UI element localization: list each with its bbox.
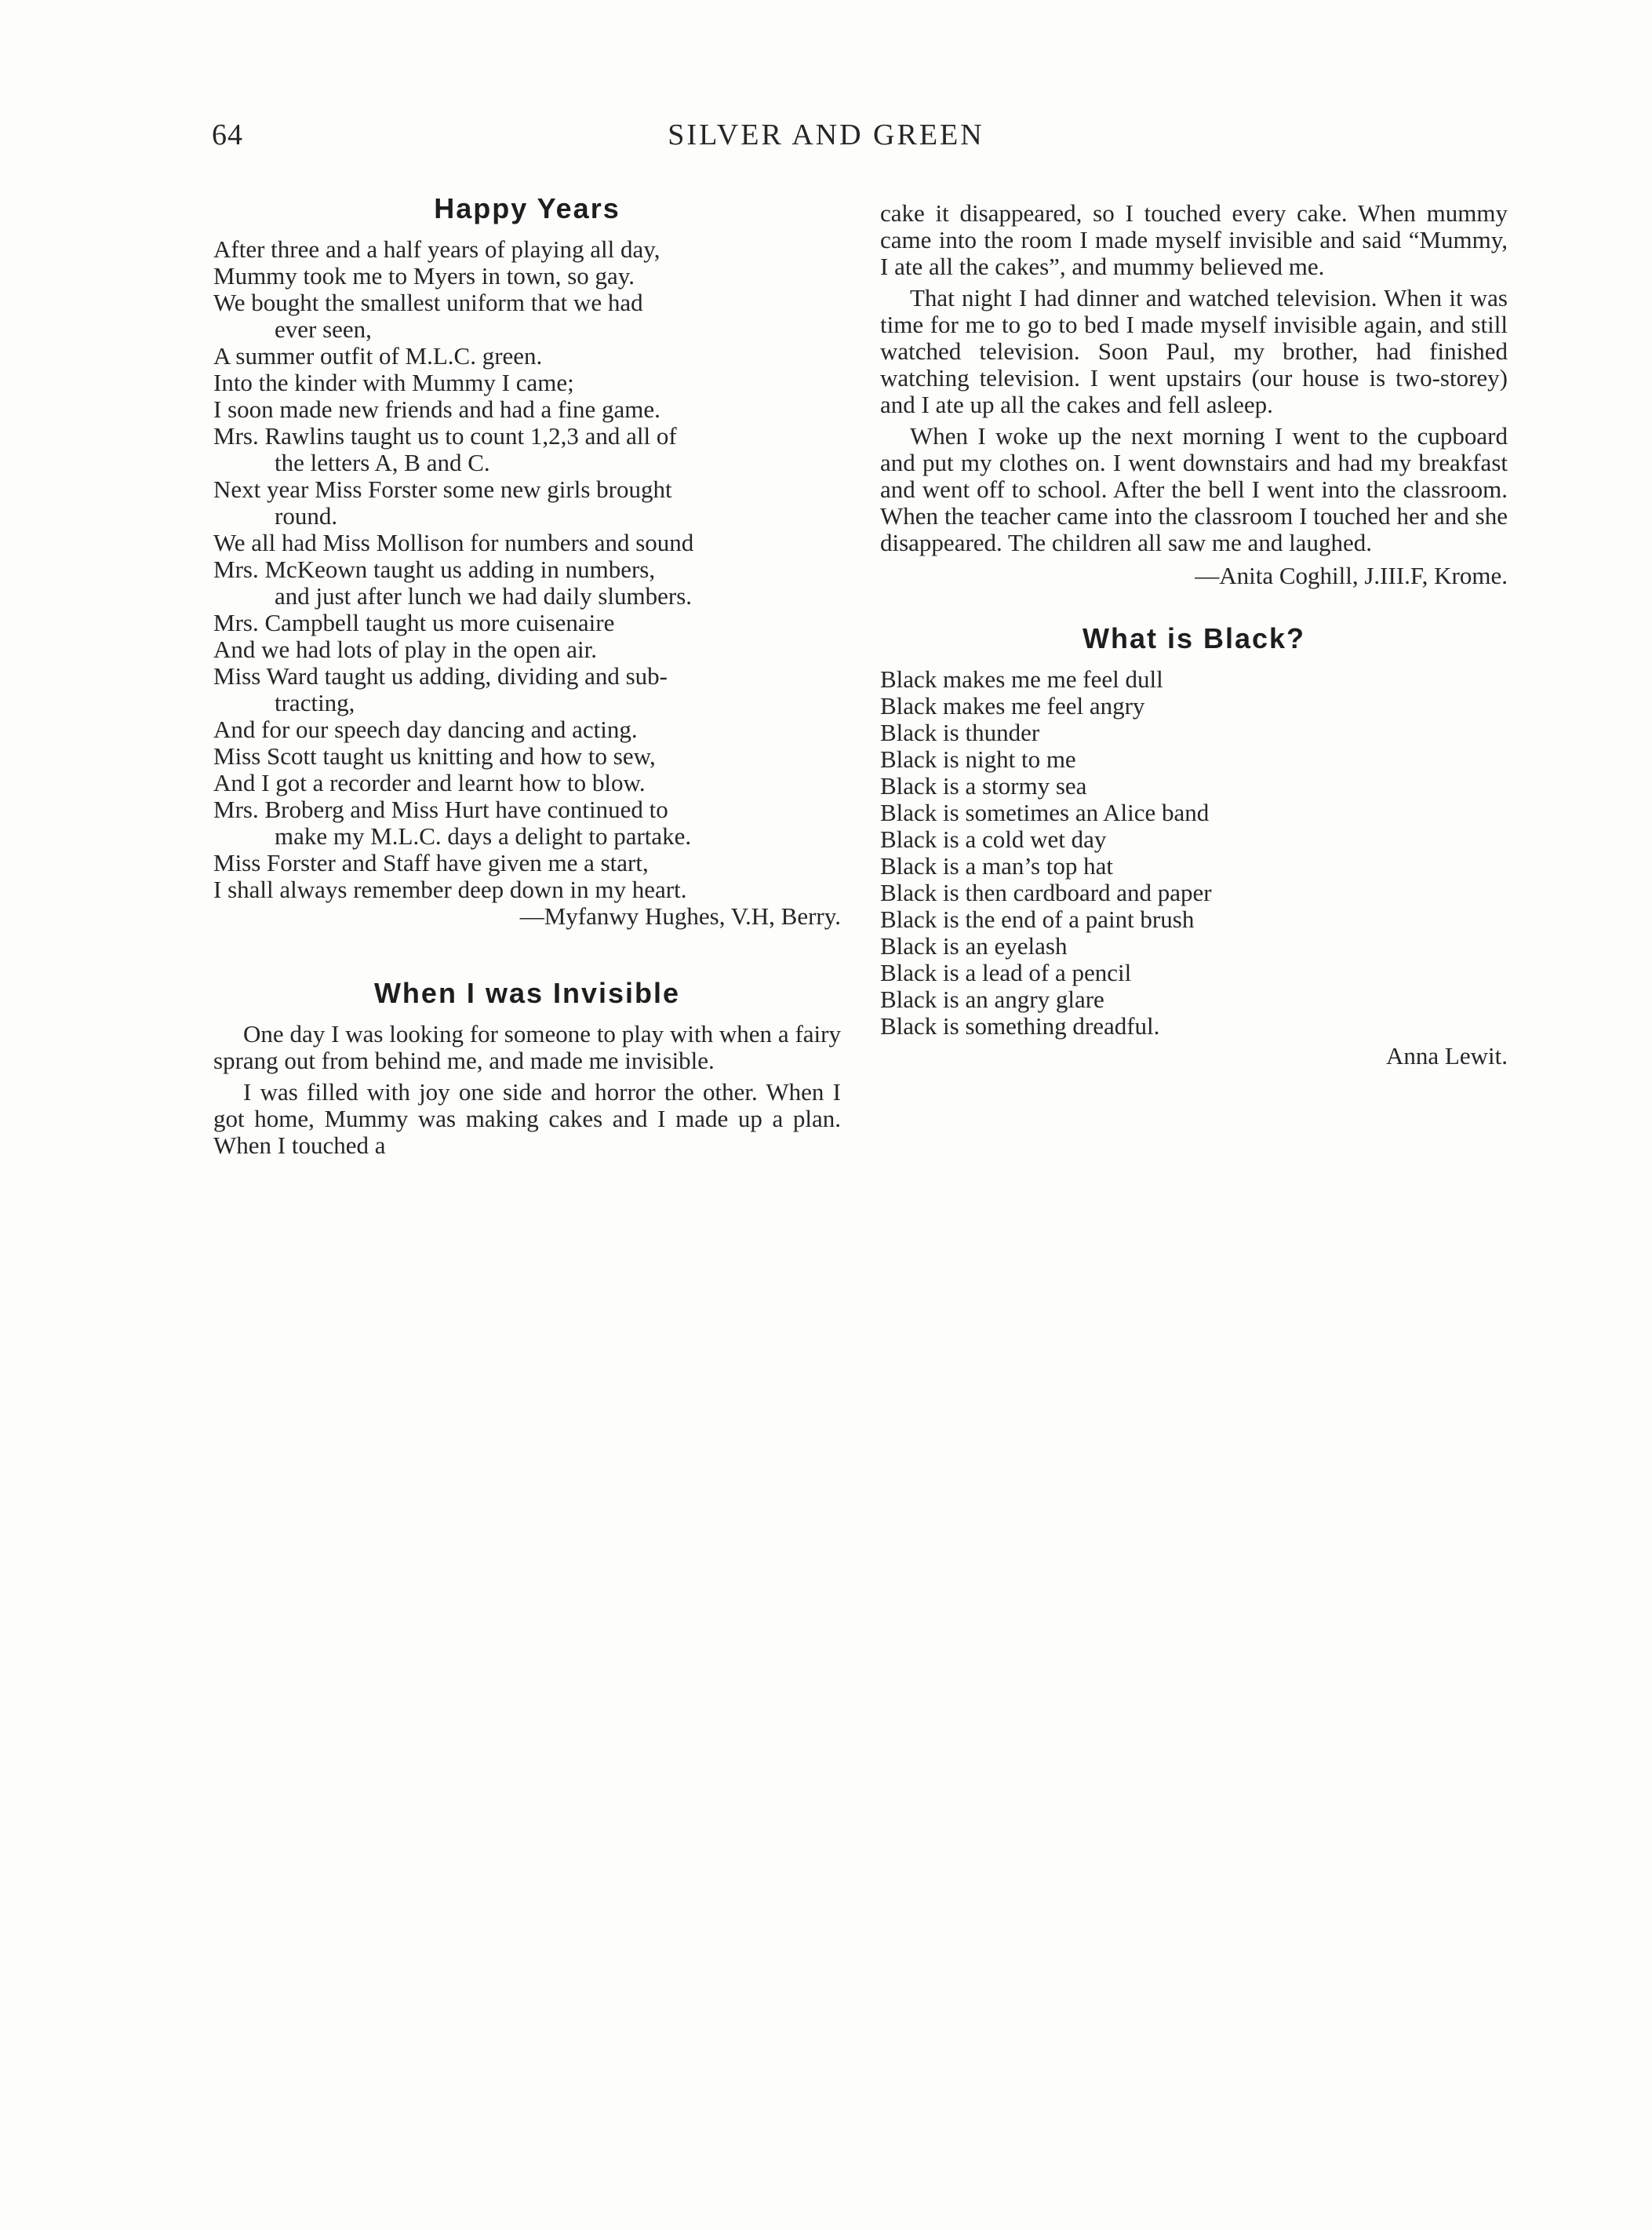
poem-line: Mrs. Campbell taught us more cuisenaire — [213, 609, 615, 636]
poem-line: Black is the end of a paint brush — [880, 905, 1195, 933]
poem-line: Black is an eyelash — [880, 932, 1068, 960]
poem-line: Mrs. McKeown taught us adding in numbers, — [213, 556, 656, 583]
poem-line: Black is a man’s top hat — [880, 852, 1114, 880]
poem-line: And for our speech day dancing and acting. — [213, 716, 638, 743]
poem-line: I shall always remember deep down in my heart. — [213, 876, 687, 903]
happy-years-attribution: —Myfanwy Hughes, V.H, Berry. — [519, 902, 841, 930]
what-is-black-attribution: Anna Lewit. — [1386, 1042, 1508, 1069]
poem-line: Mummy took me to Myers in town, so gay. — [213, 262, 635, 290]
poem-line: Black makes me me feel dull — [880, 665, 1163, 693]
what-is-black-title: What is Black? — [1082, 622, 1306, 654]
poem-line: Black makes me feel angry — [880, 692, 1145, 720]
poem-line: We bought the smallest uniform that we had — [213, 289, 643, 316]
poem-line: round. — [275, 502, 338, 530]
poem-line: We all had Miss Mollison for numbers and sound — [213, 529, 694, 556]
invisible-attribution: —Anita Coghill, J.III.F, Krome. — [1195, 562, 1508, 589]
poem-line: Miss Ward taught us adding, dividing and sub- — [213, 662, 668, 690]
what-is-black-poem — [880, 666, 1508, 1040]
poem-line: I soon made new friends and had a fine game. — [213, 395, 660, 423]
happy-years-title: Happy Years — [434, 192, 620, 224]
poem-line: Black is night to me — [880, 745, 1076, 773]
page-number: 64 — [212, 118, 243, 151]
poem-line: tracting, — [275, 689, 355, 716]
invisible-continued-paragraph: When I woke up the next morning I went to the cupboard and put my clothes on. I went downstairs and had my breakfast and went off to school. After the bell I went into the classroom. When the teacher came into the classroom I touched her and she disappeared. The children all saw me and laughed. — [880, 422, 1508, 556]
poem-line: Black is then cardboard and paper — [880, 879, 1212, 906]
poem-line: Into the kinder with Mummy I came; — [213, 369, 574, 396]
poem-line: And we had lots of play in the open air. — [213, 636, 598, 663]
poem-line: make my M.L.C. days a delight to partake. — [275, 822, 692, 850]
poem-line: After three and a half years of playing all day, — [213, 235, 660, 263]
poem-line: A summer outfit of M.L.C. green. — [213, 342, 543, 370]
poem-line: Black is a lead of a pencil — [880, 959, 1132, 986]
right-column — [880, 200, 1508, 1069]
poem-line: Mrs. Broberg and Miss Hurt have continued to — [213, 796, 668, 823]
poem-line: Miss Forster and Staff have given me a start, — [213, 849, 649, 876]
poem-line: Black is thunder — [880, 719, 1040, 746]
running-title: SILVER AND GREEN — [668, 118, 984, 151]
poem-line: and just after lunch we had daily slumbers. — [275, 582, 693, 610]
poem-line: the letters A, B and C. — [275, 449, 490, 476]
poem-line: Miss Scott taught us knitting and how to sew, — [213, 742, 656, 770]
poem-line: Mrs. Rawlins taught us to count 1,2,3 and all of — [213, 422, 677, 450]
poem-line: Black is sometimes an Alice band — [880, 799, 1210, 826]
invisible-continued-paragraph: cake it disappeared, so I touched every cake. When mummy came into the room I made myself invisible and said “Mummy, I ate all the cakes”, and mummy believed me. — [880, 199, 1508, 280]
invisible-paragraph: I was filled with joy one side and horror the other. When I got home, Mummy was making cakes and I made up a plan. When I touched a — [213, 1078, 841, 1159]
left-column — [213, 192, 841, 1159]
poem-line: Next year Miss Forster some new girls brought — [213, 476, 672, 503]
poem-line: ever seen, — [275, 315, 372, 343]
invisible-continued-paragraph: That night I had dinner and watched television. When it was time for me to go to bed I made myself invisible again, and still watched television. Soon Paul, my brother, had finished watching television. I went upstairs (our house is two-storey) and I ate up all the cakes and fell asleep. — [880, 284, 1508, 418]
poem-line: And I got a recorder and learnt how to blow. — [213, 769, 646, 796]
invisible-paragraph: One day I was looking for someone to play with when a fairy sprang out from behind me, and made me invisible. — [213, 1020, 841, 1074]
invisible-title: When I was Invisible — [373, 977, 681, 1009]
poem-line: Black is something dreadful. — [880, 1012, 1160, 1040]
poem-line: Black is a stormy sea — [880, 772, 1087, 800]
poem-line: Black is a cold wet day — [880, 825, 1107, 853]
poem-line: Black is an angry glare — [880, 986, 1104, 1013]
happy-years-poem — [213, 236, 841, 903]
